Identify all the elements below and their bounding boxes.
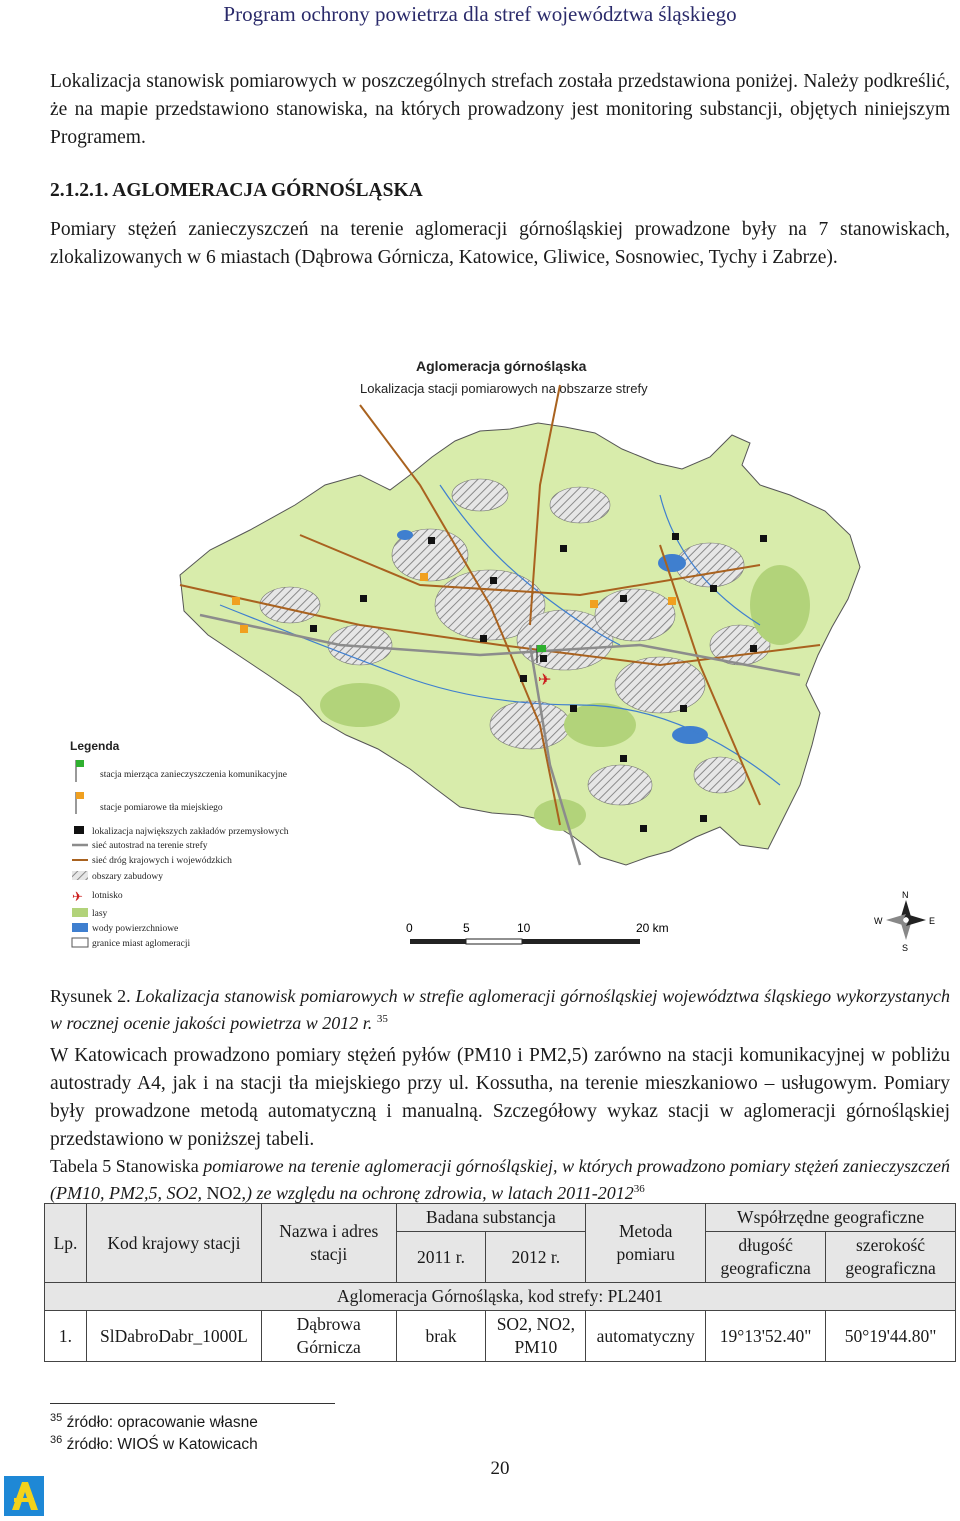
map-title: Aglomeracja górnośląska [416, 358, 587, 374]
footnote-36: $^{36}$ źródło: WIOŚ w Katowicach [50, 1434, 258, 1454]
th-2012: 2012 r. [486, 1232, 586, 1283]
footnote-ref-35: 35 [376, 1013, 388, 1025]
page-header: Program ochrony powietrza dla stref województwa śląskiego [223, 2, 737, 26]
th-method: Metoda pomiaru [586, 1204, 706, 1283]
table-row [45, 1311, 956, 1362]
legend-item-water: wody powierzchniowe [92, 924, 179, 934]
figure-caption-text: Lokalizacja stanowisk pomiarowych w strefie aglomeracji górnośląskiej województwa śląskiego wykorzystanych w rocznej ocenie jakości powietrza w 2012 r. [50, 986, 951, 1033]
cell-lp: 1. [45, 1311, 87, 1362]
body-paragraph: W Katowicach prowadzono pomiary stężeń pyłów (PM10 i PM2,5) zarówno na stacji komunikacyjnej w pobliżu autostrady A4, jak i na stacji tła miejskiego przy ul. Kossutha, na terenie mieszkaniowo – usługowym. Pomiary były prowadzone metodą automatyczną i manualną. Szczegółowy wykaz stacji w aglomeracji górnośląskiej przedstawiono w poniższej tabeli. [50, 1045, 950, 1150]
section-heading: 2.1.2.1. AGLOMERACJA GÓRNOŚLĄSKA [50, 180, 423, 201]
th-coordinates: Współrzędne geograficzne [706, 1204, 956, 1232]
legend-item-road: sieć dróg krajowych i wojewódzkich [92, 856, 232, 866]
cell-2011: brak [396, 1311, 486, 1362]
th-2011: 2011 r. [396, 1232, 486, 1283]
zone-group-label: Aglomeracja Górnośląska, kod strefy: PL2401 [45, 1283, 956, 1311]
th-name: Nazwa i adres stacji [261, 1204, 396, 1283]
legend-airport-icon: ✈ [72, 889, 83, 904]
th-lp: Lp. [45, 1204, 87, 1283]
legend-item-city-boundary: granice miast aglomeracji [92, 939, 191, 949]
map-figure [60, 345, 960, 960]
table-caption: Tabela 5 Stanowiska pomiarowe na terenie aglomeracji górnośląskiej, w których prowadzono pomiary stężeń zanieczyszczeń (PM10, PM2,5, SO2, NO2,) ze względu na ochronę zdrowia, w latach 2011-2012$^{36}$ [50, 1156, 950, 1203]
svg-text:W: W [874, 916, 883, 926]
compass-rose-icon [874, 890, 935, 953]
map-canvas [60, 345, 960, 960]
legend [72, 760, 289, 949]
airport-icon: ✈ [538, 670, 552, 689]
footnote-35: $^{35}$ źródło: opracowanie własne [50, 1412, 258, 1432]
legend-item-airport: lotnisko [92, 891, 123, 901]
map-subtitle: Lokalizacja stacji pomiarowych na obszarze strefy [360, 381, 648, 396]
cell-latitude: 50°19'44.80" [826, 1311, 956, 1362]
footnote-separator [50, 1403, 335, 1404]
th-longitude: długość geograficzna [706, 1232, 826, 1283]
scale-bar [406, 921, 669, 944]
cell-code: SlDabroDabr_1000L [86, 1311, 261, 1362]
cell-name: Dąbrowa Górnicza [261, 1311, 396, 1362]
stations-table [44, 1203, 956, 1362]
figure-caption [50, 985, 950, 1035]
section-paragraph: Pomiary stężeń zanieczyszczeń na terenie aglomeracji górnośląskiej prowadzone były na 7 stanowiskach, zlokalizowanych w 6 miastach (Dąbrowa Górnicza, Katowice, Gliwice, Sosnowiec, Tychy i Zabrze). [50, 219, 950, 268]
cell-method: automatyczny [586, 1311, 706, 1362]
th-substance: Badana substancja [396, 1204, 586, 1232]
page-number: 20 [490, 1458, 510, 1479]
table-group-row [45, 1283, 956, 1311]
legend-item-urban-station: stacje pomiarowe tła miejskiego [100, 803, 223, 813]
legend-item-motorway: sieć autostrad na terenie strefy [92, 841, 208, 851]
svg-text:S: S [902, 943, 909, 953]
cell-longitude: 19°13'52.40" [706, 1311, 826, 1362]
footnote-ref-36: 36 [633, 1183, 645, 1195]
cell-2012: SO2, NO2, PM10 [486, 1311, 586, 1362]
svg-text:N: N [902, 890, 909, 900]
th-latitude: szerokość geograficzna [826, 1232, 956, 1283]
th-code: Kod krajowy stacji [86, 1204, 261, 1283]
svg-text:10: 10 [517, 921, 531, 935]
figure-label: Rysunek 2. [50, 986, 131, 1006]
table-label: Tabela 5 Stanowiska [50, 1156, 199, 1176]
legend-item-traffic-station: stacja mierząca zanieczyszczenia komunikacyjne [100, 770, 287, 780]
legend-title: Legenda [70, 739, 120, 753]
legend-item-urban-area: obszary zabudowy [92, 872, 163, 882]
svg-text:0: 0 [406, 921, 413, 935]
publisher-logo-icon [4, 1476, 44, 1516]
svg-text:E: E [929, 916, 936, 926]
legend-item-industrial-plant: lokalizacja największych zakładów przemysłowych [92, 827, 289, 837]
legend-item-forest: lasy [92, 909, 108, 919]
svg-text:5: 5 [463, 921, 470, 935]
intro-paragraph: Lokalizacja stanowisk pomiarowych w poszczególnych strefach została przedstawiona poniżej. Należy podkreślić, że na mapie przedstawiono stanowiska, na których prowadzony jest monitoring substancji, objętych niniejszym Programem. [50, 71, 950, 148]
svg-text:20 km: 20 km [636, 921, 669, 935]
table-header-row [45, 1204, 956, 1232]
